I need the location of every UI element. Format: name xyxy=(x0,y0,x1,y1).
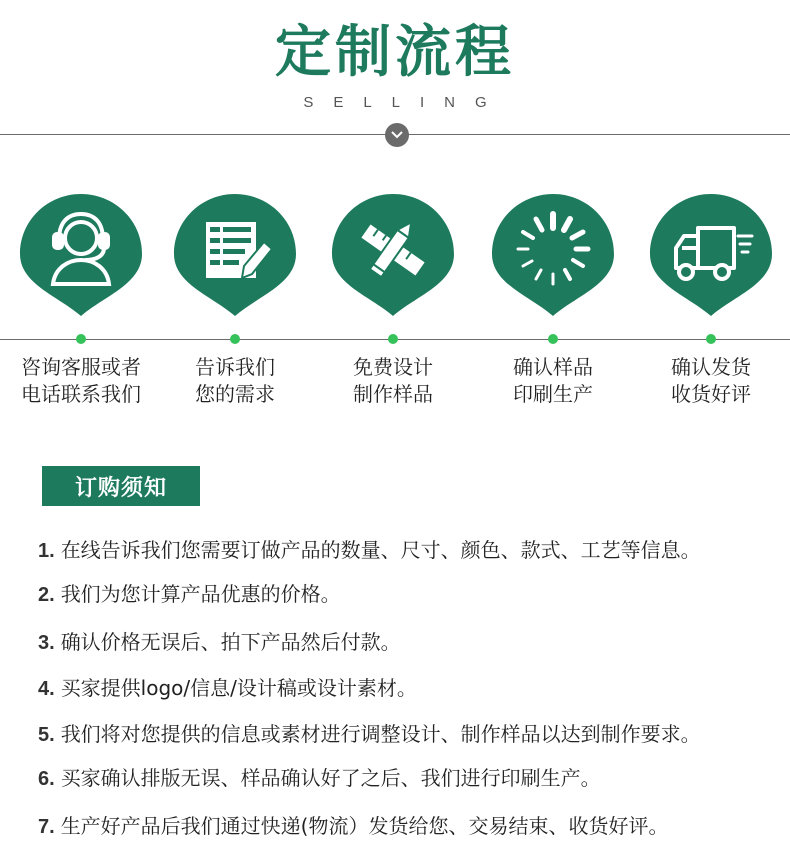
step-label: 确认样品 印刷生产 xyxy=(513,355,593,406)
timeline-dot xyxy=(76,334,86,344)
customer-service-headset-icon xyxy=(18,192,144,318)
notice-item: 7. 生产好产品后我们通过快递(物流）发货给您、交易结束、收货好评。 xyxy=(38,814,669,838)
timeline-dot xyxy=(706,334,716,344)
notice-item: 2. 我们为您计算产品优惠的价格。 xyxy=(38,582,341,606)
notice-item: 5. 我们将对您提供的信息或素材进行调整设计、制作样品以达到制作要求。 xyxy=(38,722,701,746)
step-label: 免费设计 制作样品 xyxy=(353,355,433,406)
timeline-dot xyxy=(388,334,398,344)
notice-item: 6. 买家确认排版无误、样品确认好了之后、我们进行印刷生产。 xyxy=(38,766,601,790)
timeline-dot xyxy=(230,334,240,344)
delivery-truck-icon xyxy=(648,192,774,318)
step-label: 告诉我们 您的需求 xyxy=(195,355,275,406)
notice-item: 3. 确认价格无误后、拍下产品然后付款。 xyxy=(38,630,401,654)
design-pencil-ruler-icon xyxy=(330,192,456,318)
step-label: 咨询客服或者 电话联系我们 xyxy=(21,355,141,406)
notice-item: 1. 在线告诉我们您需要订做产品的数量、尺寸、颜色、款式、工艺等信息。 xyxy=(38,538,701,562)
notice-item: 4. 买家提供logo/信息/设计稿或设计素材。 xyxy=(38,676,417,700)
step-label: 确认发货 收货好评 xyxy=(671,355,751,406)
notice-heading: 订购须知 xyxy=(42,466,200,506)
timeline-dot xyxy=(548,334,558,344)
form-edit-icon xyxy=(172,192,298,318)
chevron-down-icon xyxy=(385,123,409,147)
page-subtitle: SELLING xyxy=(303,94,507,111)
page-title: 定制流程 xyxy=(275,20,515,85)
loading-spinner-icon xyxy=(490,192,616,318)
